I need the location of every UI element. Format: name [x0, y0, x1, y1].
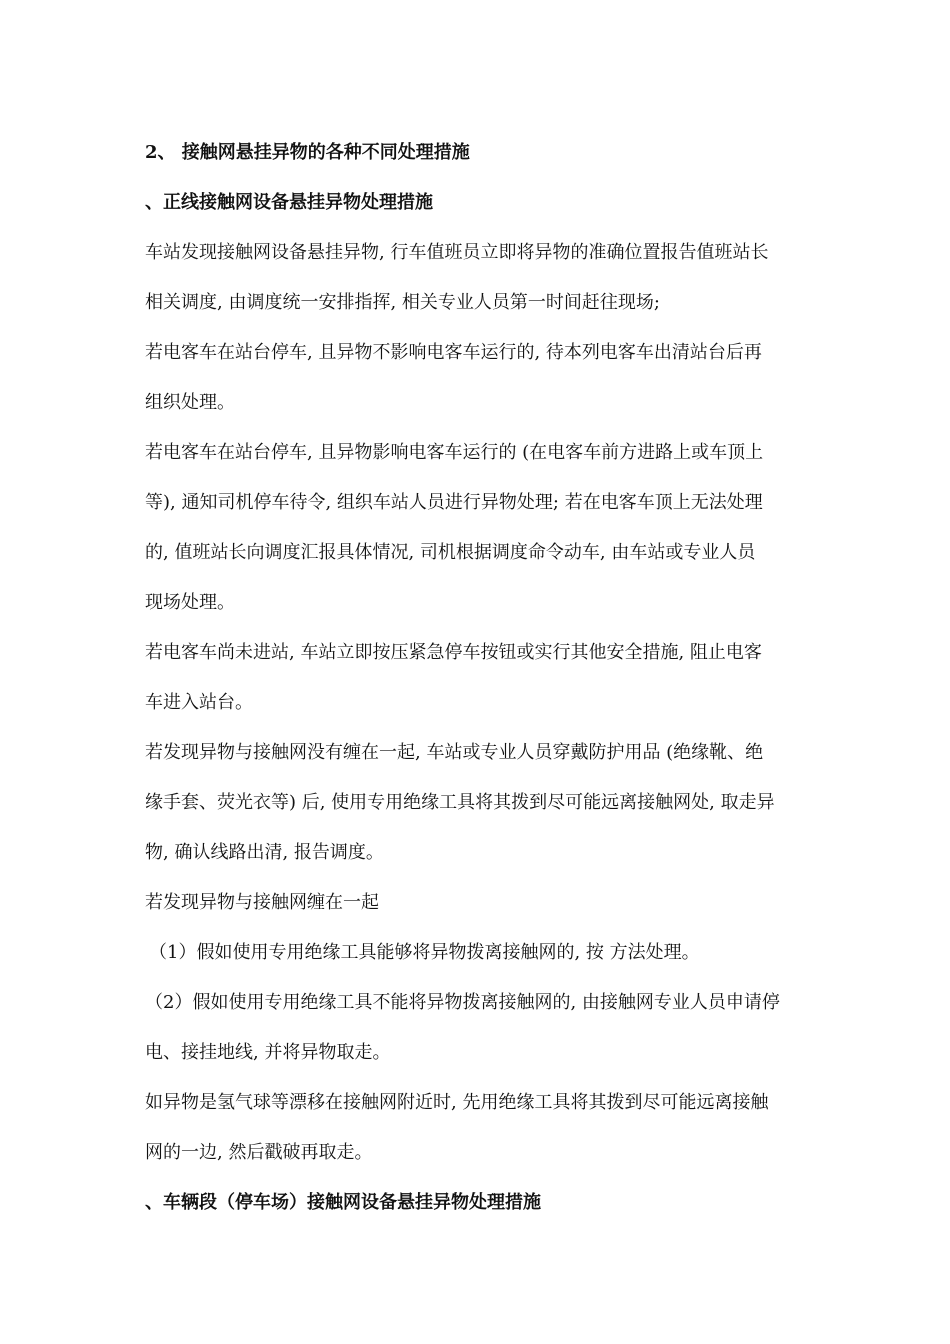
- paragraph-line: 等), 通知司机停车待令, 组织车站人员进行异物处理; 若在电客车顶上无法处理: [145, 492, 763, 513]
- paragraph-line: 相关调度, 由调度统一安排指挥, 相关专业人员第一时间赶往现场;: [145, 292, 660, 313]
- paragraph-line: 物, 确认线路出清, 报告调度。: [145, 842, 384, 863]
- paragraph-line: 现场处理。: [145, 592, 235, 613]
- section-heading: 2、 接触网悬挂异物的各种不同处理措施: [145, 142, 470, 163]
- list-item-2: （2）假如使用专用绝缘工具不能将异物拨离接触网的, 由接触网专业人员申请停: [145, 992, 780, 1013]
- document-body: [145, 133, 813, 1233]
- subsection-heading: 、车辆段（停车场）接触网设备悬挂异物处理措施: [145, 1192, 541, 1213]
- paragraph-line: 网的一边, 然后戳破再取走。: [145, 1142, 373, 1163]
- paragraph-line: 若发现异物与接触网缠在一起: [145, 892, 379, 913]
- list-item-1: （1）假如使用专用绝缘工具能够将异物拨离接触网的, 按 方法处理。: [149, 942, 700, 963]
- paragraph-line: 的, 值班站长向调度汇报具体情况, 司机根据调度命令动车, 由车站或专业人员: [145, 542, 756, 563]
- paragraph-line: 车站发现接触网设备悬挂异物, 行车值班员立即将异物的准确位置报告值班站长: [145, 242, 769, 263]
- paragraph-line: 若发现异物与接触网没有缠在一起, 车站或专业人员穿戴防护用品 (绝缘靴、绝: [145, 742, 764, 763]
- paragraph-line: 若电客车在站台停车, 且异物不影响电客车运行的, 待本列电客车出清站台后再: [145, 342, 762, 363]
- subsection-heading: 、正线接触网设备悬挂异物处理措施: [145, 192, 433, 213]
- paragraph-line: 若电客车尚未进站, 车站立即按压紧急停车按钮或实行其他安全措施, 阻止电客: [145, 642, 762, 663]
- paragraph-line: 车进入站台。: [145, 692, 253, 713]
- paragraph-line: 若电客车在站台停车, 且异物影响电客车运行的 (在电客车前方进路上或车顶上: [145, 442, 764, 463]
- paragraph-line: 如异物是氢气球等漂移在接触网附近时, 先用绝缘工具将其拨到尽可能远离接触: [145, 1092, 769, 1113]
- paragraph-line: 缘手套、荧光衣等) 后, 使用专用绝缘工具将其拨到尽可能远离接触网处, 取走异: [145, 792, 775, 813]
- paragraph-line: 组织处理。: [145, 392, 235, 413]
- paragraph-line: 电、接挂地线, 并将异物取走。: [145, 1042, 391, 1063]
